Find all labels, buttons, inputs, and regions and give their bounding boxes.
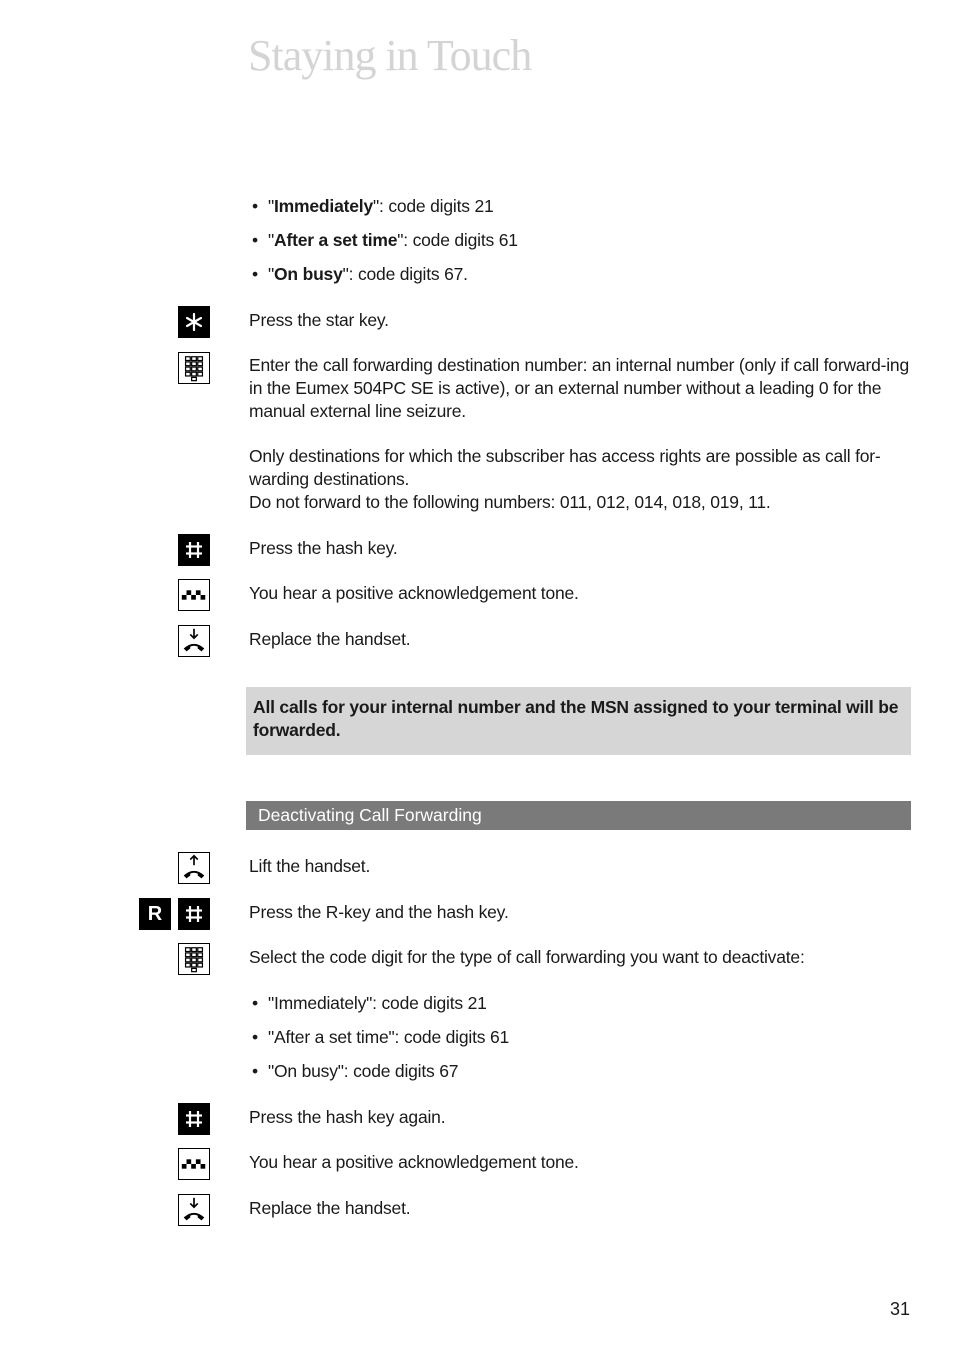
option-name: Immediately: [274, 196, 373, 216]
quote-mark: ": [268, 264, 275, 284]
keypad-icon: [178, 352, 210, 384]
replace-handset-icon: [178, 625, 210, 657]
step-text: Lift the handset.: [249, 856, 371, 876]
list-item-text: "After a set time": code digits 61: [268, 1027, 510, 1047]
step-text: Press the R-key and the hash key.: [249, 902, 509, 922]
lift-handset-icon: [178, 852, 210, 884]
page-number: 31: [889, 1299, 910, 1319]
acknowledgement-tone-icon: [178, 1148, 210, 1180]
bullet-marker: •: [252, 993, 258, 1013]
step-text: Press the hash key again.: [249, 1107, 446, 1127]
step-text: Replace the handset.: [249, 1198, 411, 1218]
page-title: Staying in Touch: [248, 31, 532, 80]
note-text: Do not forward to the following numbers: 011, 012, 014, 018, 019, 11.: [249, 492, 771, 512]
hash-key-icon: [178, 534, 210, 566]
option-name: On busy: [274, 264, 343, 284]
bullet-marker: •: [252, 1027, 258, 1047]
list-item: [252, 1060, 458, 1083]
list-item-text: "Immediately": code digits 21: [268, 993, 487, 1013]
step-text: Replace the handset.: [249, 629, 411, 649]
list-item: [252, 992, 487, 1015]
bullet-marker: •: [252, 196, 258, 216]
note-text: Only destinations for which the subscriber has access rights are possible as call for-warding destinations.: [249, 446, 881, 489]
step-text: Press the star key.: [249, 310, 389, 330]
hash-key-icon: [178, 1103, 210, 1135]
hash-key-icon: [178, 898, 210, 930]
option-code: ": code digits 61: [397, 230, 518, 250]
option-code: ": code digits 67.: [342, 264, 468, 284]
quote-mark: ": [268, 196, 275, 216]
step-text: Enter the call forwarding destination number: an internal number (only if call forward-ing in the Eumex 504PC SE is active), or an external number without a leading 0 for the manual external line seizure.: [249, 355, 909, 421]
section-heading: Deactivating Call Forwarding: [246, 801, 911, 830]
bullet-marker: •: [252, 1061, 258, 1081]
step-text: You hear a positive acknowledgement tone.: [249, 583, 579, 603]
list-item: [252, 263, 468, 286]
step-text: Press the hash key.: [249, 538, 398, 558]
notice-box: All calls for your internal number and the MSN assigned to your terminal will be forwarded.: [246, 687, 911, 755]
option-name: After a set time: [274, 230, 398, 250]
keypad-icon: [178, 943, 210, 975]
step-text: Select the code digit for the type of call forwarding you want to deactivate:: [249, 947, 805, 967]
list-item: [252, 195, 494, 218]
bullet-marker: •: [252, 230, 258, 250]
r-key-icon: R: [139, 898, 171, 930]
acknowledgement-tone-icon: [178, 579, 210, 611]
step-text: You hear a positive acknowledgement tone.: [249, 1152, 579, 1172]
list-item-text: "On busy": code digits 67: [268, 1061, 459, 1081]
quote-mark: ": [268, 230, 275, 250]
list-item: [252, 229, 518, 252]
star-key-icon: [178, 306, 210, 338]
bullet-marker: •: [252, 264, 258, 284]
option-code: ": code digits 21: [372, 196, 494, 216]
list-item: [252, 1026, 509, 1049]
replace-handset-icon: [178, 1194, 210, 1226]
